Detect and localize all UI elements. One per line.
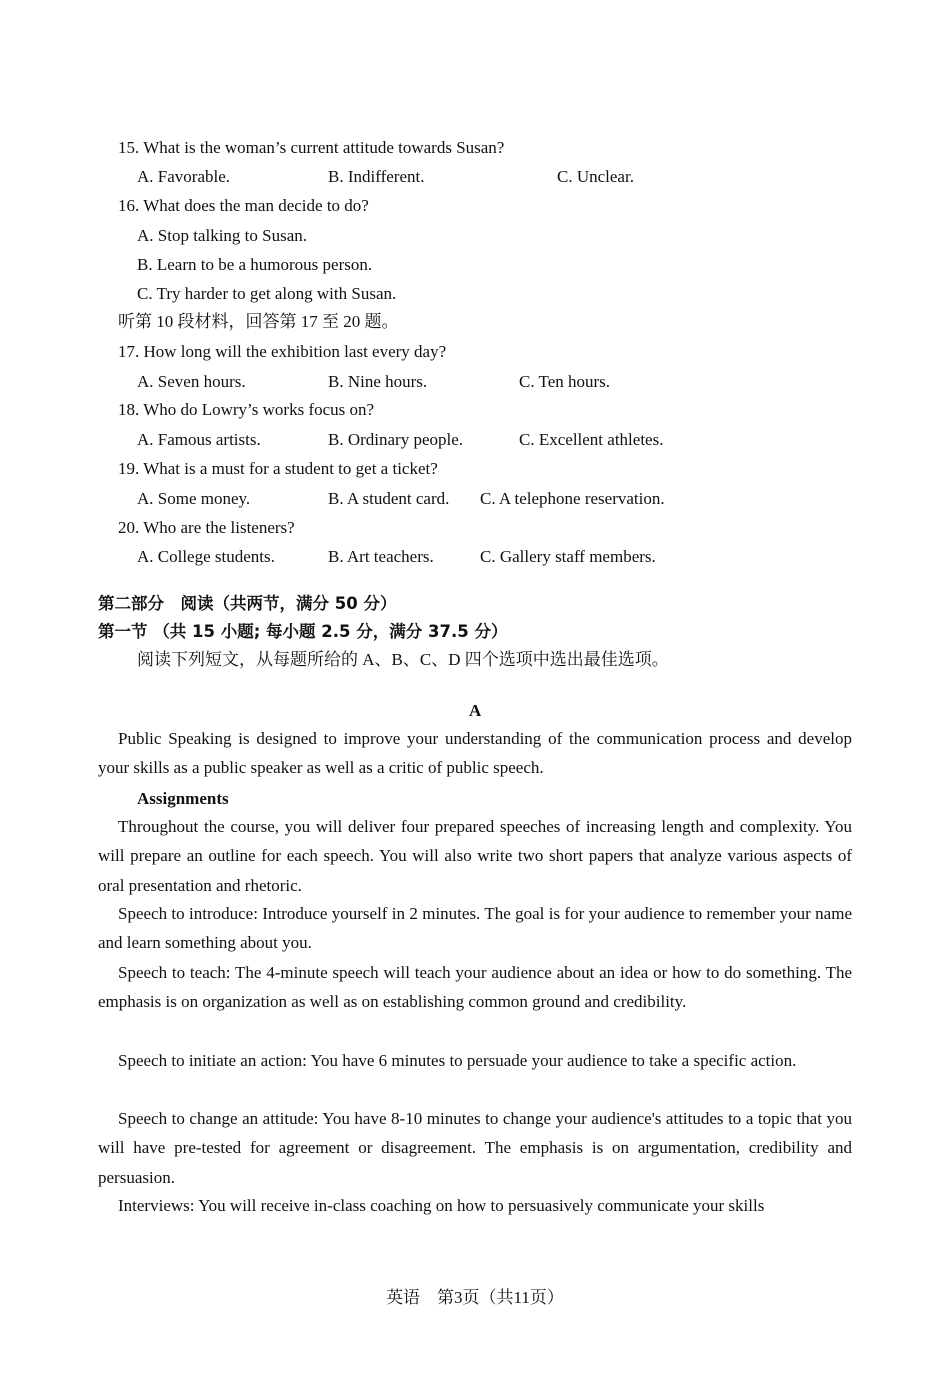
passage-paragraph-1	[98, 724, 852, 783]
question-18-option-c: C. Excellent athletes.	[519, 430, 664, 449]
passage-paragraph-3	[98, 899, 852, 958]
question-20-stem: 20. Who are the listeners?	[118, 518, 295, 537]
reading-instruction: 阅读下列短文，从每题所给的 A、B、C、D 四个选项中选出最佳选项。	[137, 650, 669, 669]
paragraph-text: Speech to change an attitude: You have 8-10 minutes to change your audience's attitudes to a topic that you will have pre-tested for agreement or disagreement. The emphasis is on argumentation, credibility and persuasion.	[98, 1109, 852, 1187]
section-one-title: 第一节 （共 15 小题; 每小题 2.5 分，满分 37.5 分）	[98, 622, 508, 641]
question-16-option-a: A. Stop talking to Susan.	[137, 226, 308, 245]
question-19-stem: 19. What is a must for a student to get a ticket?	[118, 459, 438, 478]
passage-paragraph-7	[98, 1191, 852, 1220]
paragraph-text: Public Speaking is designed to improve your understanding of the communication process and develop your skills as a public speaker as well as a critic of public speech.	[98, 729, 852, 778]
question-17-option-a: A. Seven hours.	[137, 372, 246, 391]
paragraph-text: Speech to initiate an action: You have 6 minutes to persuade your audience to take a specific action.	[118, 1051, 797, 1070]
question-15-option-c: C. Unclear.	[557, 167, 634, 186]
passage-paragraph-2	[98, 812, 852, 900]
passage-paragraph-5	[98, 1046, 852, 1075]
question-16-stem: 16. What does the man decide to do?	[118, 196, 369, 215]
question-17-option-b: B. Nine hours.	[328, 372, 428, 391]
assignments-heading: Assignments	[137, 789, 229, 808]
question-18-option-b: B. Ordinary people.	[328, 430, 464, 449]
material-10-instruction: 听第 10 段材料，回答第 17 至 20 题。	[118, 312, 399, 331]
question-15-stem: 15. What is the woman’s current attitude towards Susan?	[118, 138, 505, 157]
paragraph-text: Interviews: You will receive in-class coaching on how to persuasively communicate your skills	[118, 1196, 765, 1215]
paragraph-text: Throughout the course, you will deliver four prepared speeches of increasing length and complexity. You will prepare an outline for each speech. You will also write two short papers that analyze various aspects of oral presentation and rhetoric.	[98, 817, 852, 895]
passage-paragraph-6	[98, 1104, 852, 1192]
question-15-option-b: B. Indifferent.	[328, 167, 425, 186]
question-19-option-c: C. A telephone reservation.	[480, 489, 665, 508]
page-footer: 英语 第3页（共11页）	[386, 1288, 564, 1307]
question-16-option-c: C. Try harder to get along with Susan.	[137, 284, 397, 303]
passage-paragraph-4	[98, 958, 852, 1017]
question-17-stem: 17. How long will the exhibition last every day?	[118, 342, 447, 361]
question-18-stem: 18. Who do Lowry’s works focus on?	[118, 400, 375, 419]
question-20-option-c: C. Gallery staff members.	[480, 547, 656, 566]
question-20-option-b: B. Art teachers.	[328, 547, 434, 566]
passage-label: A	[469, 701, 482, 720]
paragraph-text: Speech to teach: The 4-minute speech will teach your audience about an idea or how to do something. The emphasis is on organization as well as on establishing common ground and credibility.	[98, 963, 852, 1012]
question-20-option-a: A. College students.	[137, 547, 275, 566]
question-19-option-b: B. A student card.	[328, 489, 450, 508]
part-two-title: 第二部分 阅读（共两节，满分 50 分）	[98, 594, 397, 613]
question-18-option-a: A. Famous artists.	[137, 430, 261, 449]
question-17-option-c: C. Ten hours.	[519, 372, 611, 391]
question-16-option-b: B. Learn to be a humorous person.	[137, 255, 373, 274]
question-15-option-a: A. Favorable.	[137, 167, 231, 186]
paragraph-text: Speech to introduce: Introduce yourself in 2 minutes. The goal is for your audience to remember your name and learn something about you.	[98, 904, 852, 953]
question-19-option-a: A. Some money.	[137, 489, 251, 508]
